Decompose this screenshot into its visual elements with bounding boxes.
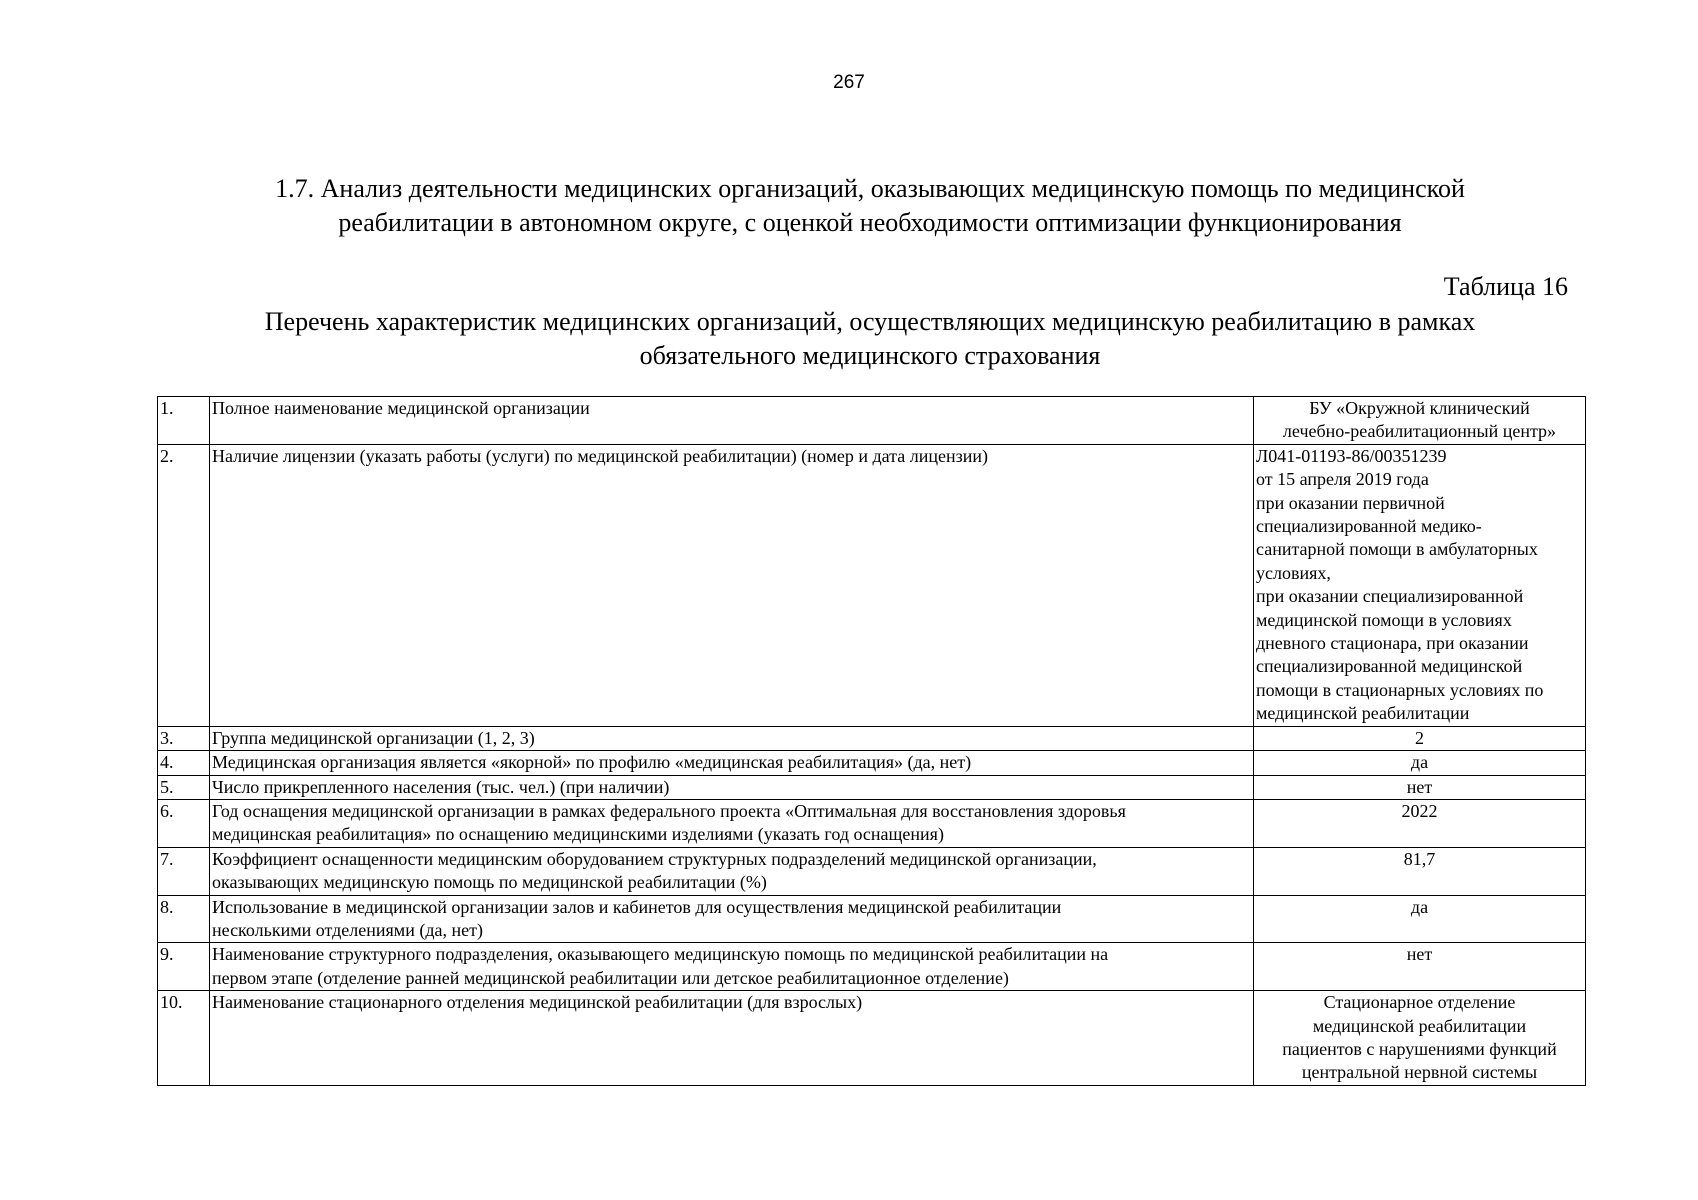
parameter-text: Год оснащения медицинской организации в рамках федерального проекта «Оптимальная для восстановления здоровья [212, 800, 1126, 821]
parameter-text: Наличие лицензии (указать работы (услуги) по медицинской реабилитации) (номер и дата лицензии) [212, 445, 988, 466]
row-value [1254, 775, 1586, 799]
value-text: помощи в стационарных условиях по [1256, 679, 1544, 700]
row-value [1254, 444, 1586, 726]
value-text: специализированной медико- [1256, 516, 1482, 537]
value-text: от 15 апреля 2019 года [1256, 469, 1429, 490]
row-parameter [210, 397, 1254, 445]
row-number: 10. [158, 991, 210, 1086]
value-text: да [1410, 752, 1429, 773]
value-text: БУ «Окружной клинический [1309, 398, 1530, 418]
table-row [158, 775, 1586, 799]
row-parameter [210, 943, 1254, 991]
row-number: 6. [158, 799, 210, 847]
section-title [160, 172, 1580, 240]
parameter-text: Группа медицинской организации (1, 2, 3) [212, 727, 535, 748]
value-text: да [1410, 896, 1429, 917]
value-text: медицинской реабилитации [1312, 1015, 1527, 1036]
row-number: 9. [158, 943, 210, 991]
row-value [1254, 943, 1586, 991]
value-text: медицинской реабилитации [1256, 703, 1470, 724]
parameter-text: Наименование структурного подразделения, оказывающего медицинскую помощь по медицинской реабилитации на [212, 944, 1109, 965]
section-title-line: реабилитации в автономном округе, с оценкой необходимости оптимизации функционирования [338, 208, 1402, 237]
value-text: пациентов с нарушениями функций [1282, 1038, 1557, 1059]
row-number: 1. [158, 397, 210, 445]
value-text: Стационарное отделение [1323, 992, 1516, 1013]
table-row [158, 847, 1586, 895]
row-number: 2. [158, 444, 210, 726]
row-parameter [210, 726, 1254, 750]
table-body [158, 397, 1586, 1086]
page-number: 267 [833, 72, 865, 93]
row-value [1254, 991, 1586, 1086]
value-text: 81,7 [1403, 848, 1436, 869]
parameter-text: оказывающих медицинскую помощь по медицинской реабилитации (%) [212, 872, 767, 893]
value-text: при оказании первичной [1256, 492, 1445, 513]
value-text: нет [1406, 944, 1433, 965]
parameter-text: Коэффициент оснащенности медицинским оборудованием структурных подразделений медицинской организации, [212, 848, 1097, 869]
table-row [158, 895, 1586, 943]
table-caption-line: обязательного медицинского страхования [639, 341, 1101, 370]
row-value [1254, 751, 1586, 775]
row-value [1254, 726, 1586, 750]
table-number: Таблица 16 [1443, 272, 1568, 301]
row-number: 8. [158, 895, 210, 943]
value-text: нет [1406, 776, 1433, 797]
characteristics-table [157, 396, 1586, 1086]
table-row [158, 943, 1586, 991]
value-text: лечебно-реабилитационный центр» [1282, 421, 1557, 442]
parameter-text: Использование в медицинской организации залов и кабинетов для осуществления медицинской реабилитации [212, 896, 1062, 917]
parameter-text: Наименование стационарного отделения медицинской реабилитации (для взрослых) [212, 992, 863, 1013]
value-text: Л041-01193-86/00351239 [1256, 445, 1447, 466]
value-text: центральной нервной системы [1301, 1062, 1538, 1083]
row-number: 5. [158, 775, 210, 799]
section-title-line: 1.7. Анализ деятельности медицинских организаций, оказывающих медицинскую помощь по медицинской [275, 174, 1465, 203]
row-parameter [210, 847, 1254, 895]
value-text: 2 [1415, 727, 1424, 748]
table-row [158, 799, 1586, 847]
row-number: 4. [158, 751, 210, 775]
value-text: 2022 [1401, 800, 1438, 821]
table-row [158, 751, 1586, 775]
parameter-text: несколькими отделениями (да, нет) [212, 919, 483, 940]
table-row [158, 726, 1586, 750]
parameter-text: Медицинская организация является «якорной» по профилю «медицинская реабилитация» (да, нет) [212, 752, 972, 773]
row-value [1254, 799, 1586, 847]
row-value [1254, 397, 1586, 445]
parameter-text: медицинская реабилитация» по оснащению медицинскими изделиями (указать год оснащения) [212, 824, 944, 845]
value-text: дневного стационара, при оказании [1256, 633, 1529, 654]
row-parameter [210, 895, 1254, 943]
row-parameter [210, 775, 1254, 799]
table-row [158, 397, 1586, 445]
table-caption-line: Перечень характеристик медицинских организаций, осуществляющих медицинскую реабилитацию в рамках [264, 307, 1476, 336]
value-text: медицинской помощи в условиях [1256, 609, 1512, 630]
row-value [1254, 895, 1586, 943]
value-text: условиях, [1256, 562, 1331, 583]
row-number: 7. [158, 847, 210, 895]
row-parameter [210, 444, 1254, 726]
row-parameter [210, 799, 1254, 847]
value-text: специализированной медицинской [1256, 656, 1523, 677]
table-caption [170, 305, 1570, 373]
row-parameter [210, 751, 1254, 775]
value-text: при оказании специализированной [1256, 586, 1524, 607]
row-value [1254, 847, 1586, 895]
row-number: 3. [158, 726, 210, 750]
table-row [158, 444, 1586, 726]
parameter-text: Число прикрепленного населения (тыс. чел.) (при наличии) [212, 776, 670, 797]
value-text: санитарной помощи в амбулаторных [1256, 539, 1538, 560]
parameter-text: Полное наименование медицинской организации [212, 398, 590, 418]
row-parameter [210, 991, 1254, 1086]
parameter-text: первом этапе (отделение ранней медицинской реабилитации или детское реабилитационное отделение) [212, 967, 1009, 988]
table-row [158, 991, 1586, 1086]
